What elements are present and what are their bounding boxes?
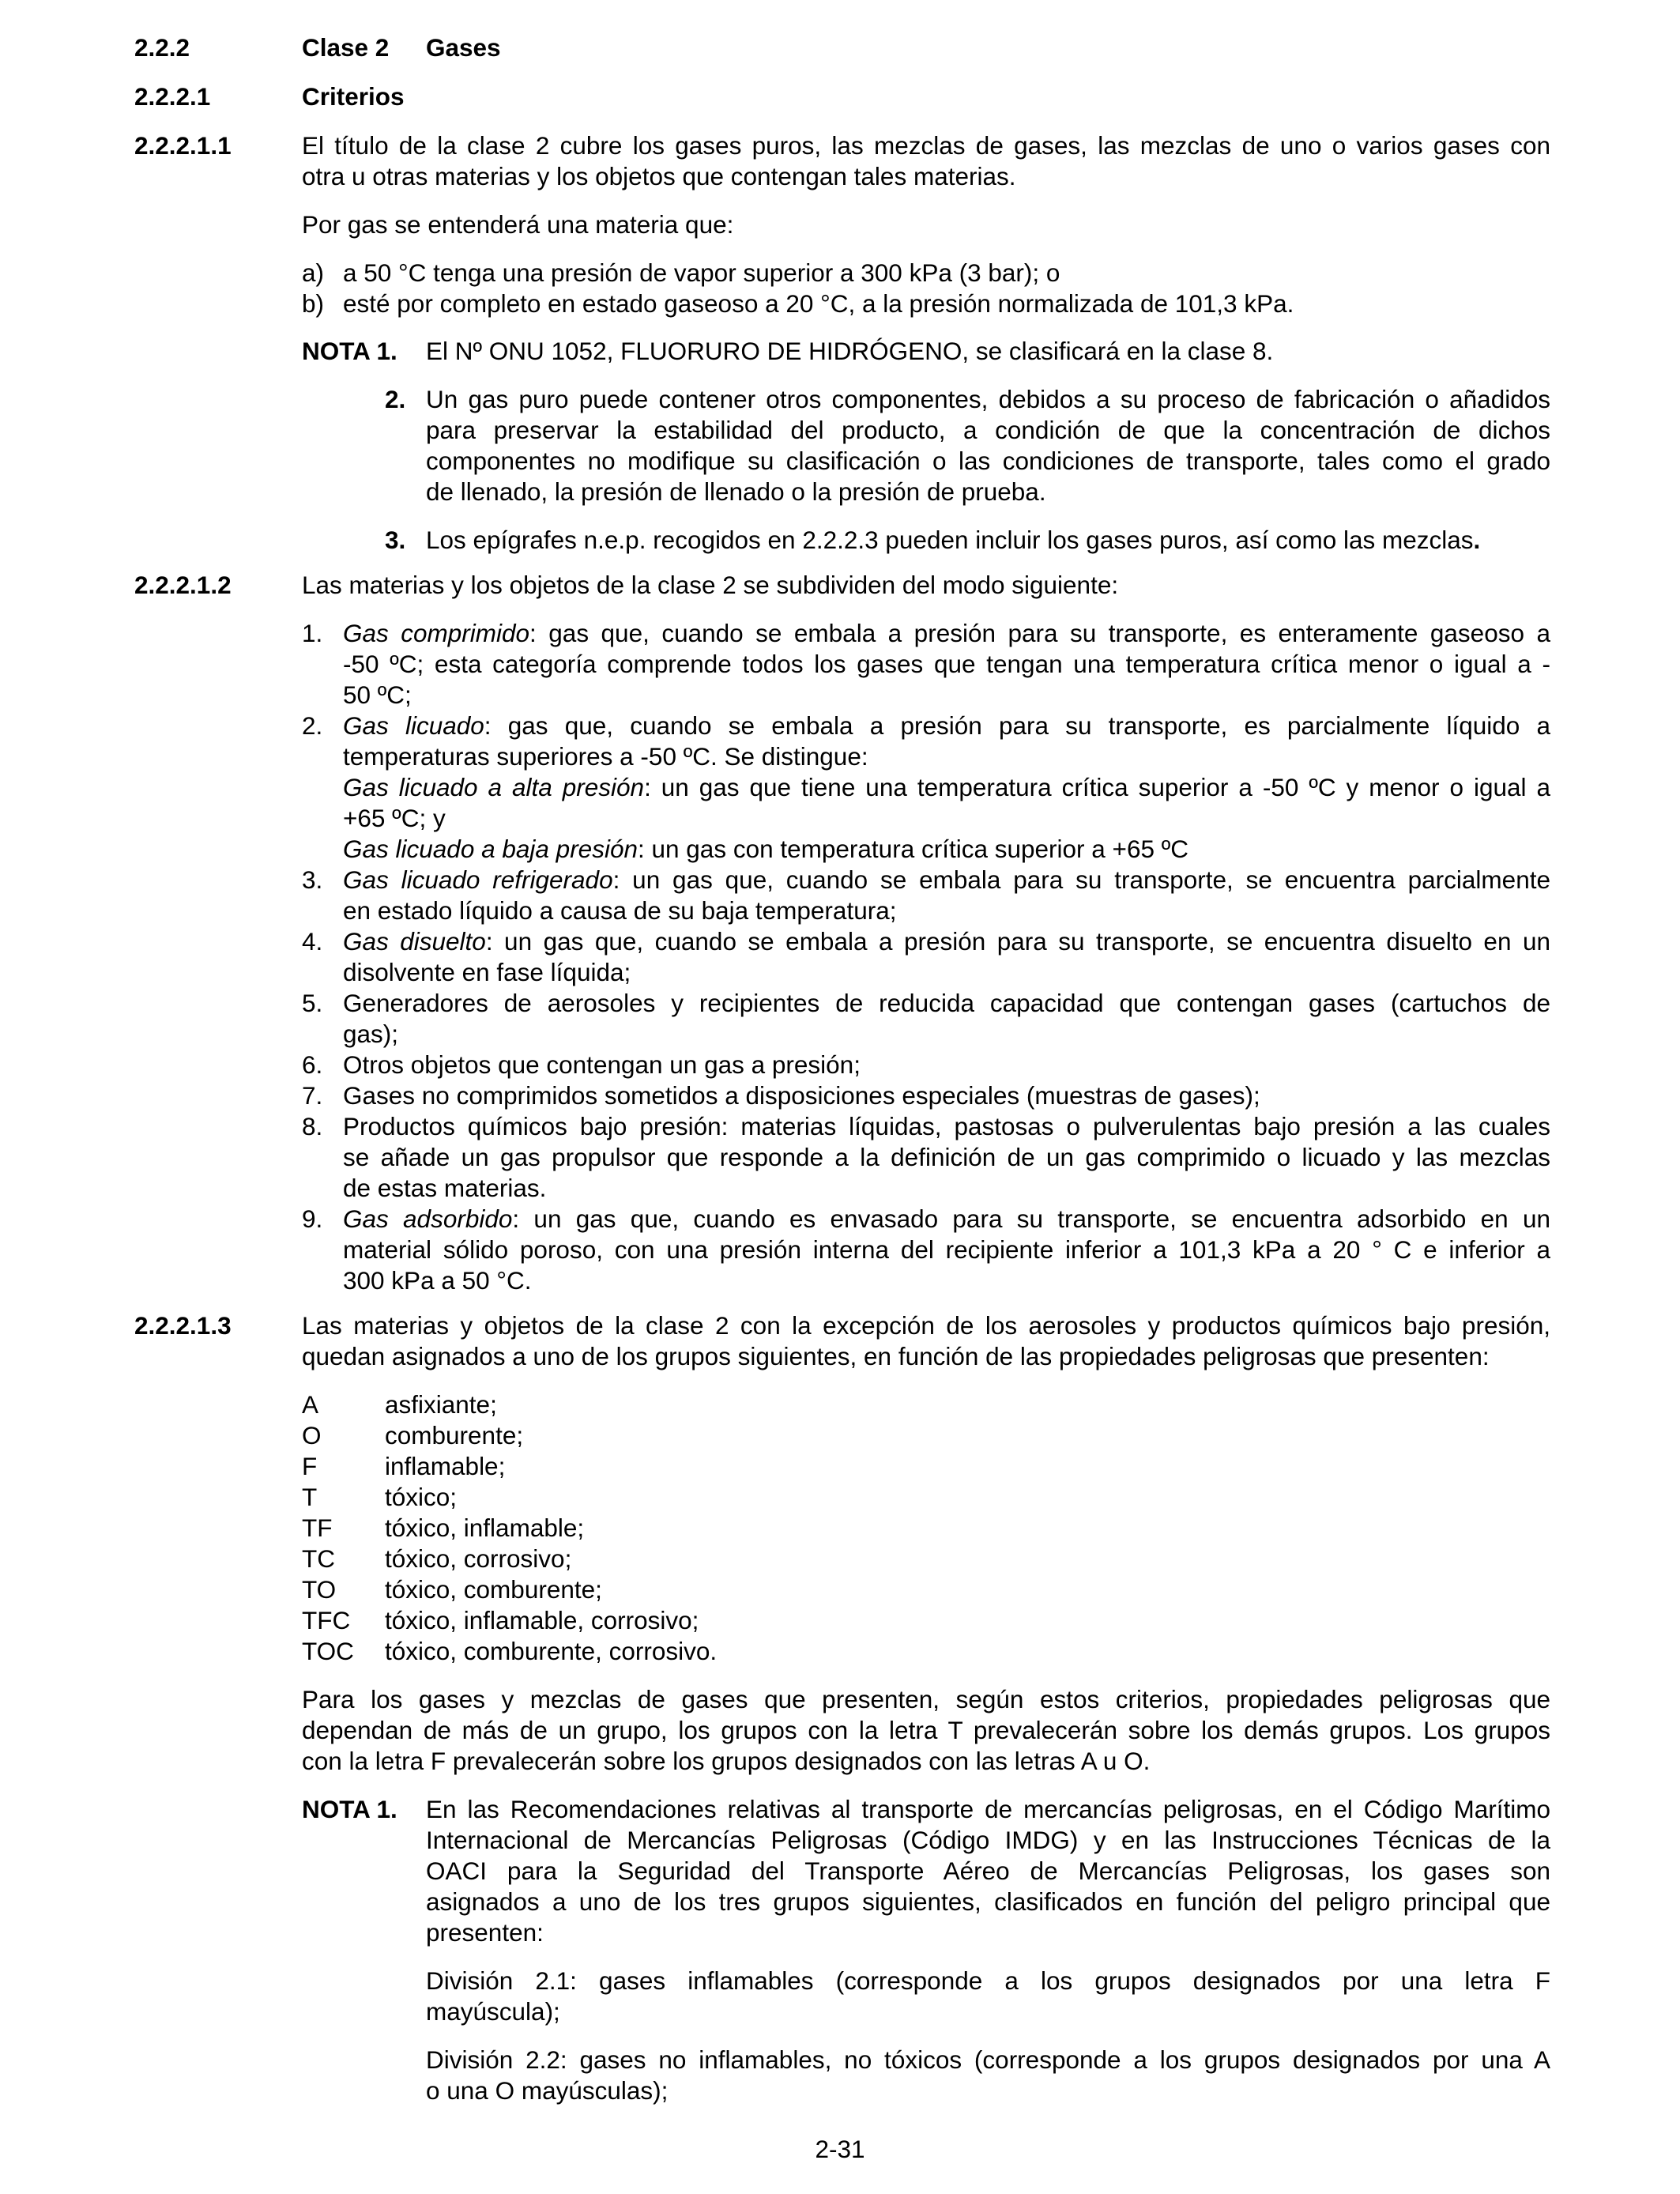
nota-number-2: 2.: [385, 385, 406, 413]
list-number-6: 6.: [302, 1050, 323, 1079]
nota-text: asignados a uno de los tres grupos siguientes, clasificados en función del peligro principal que: [426, 1887, 1550, 1916]
list-item-line: disolvente en fase líquida;: [343, 958, 631, 986]
paragraph-line: dependan de más de un grupo, los grupos con la letra T prevalecerán sobre los demás grupos. Los grupos: [302, 1716, 1550, 1744]
term: Gas comprimido: [343, 619, 530, 647]
group-desc: tóxico, inflamable, corrosivo;: [385, 1606, 699, 1634]
list-item-line: 50 ºC;: [343, 680, 412, 709]
list-item-line: Generadores de aerosoles y recipientes de reducida capacidad que contengan gases (cartuchos de: [343, 989, 1550, 1017]
section-title-criterios: Criterios: [302, 82, 405, 111]
nota-text: para preservar la estabilidad del producto, a condición de que la concentración de dichos: [426, 416, 1550, 444]
paragraph-number-2-2-2-1-3: 2.2.2.1.3: [134, 1311, 232, 1340]
list-number-8: 8.: [302, 1112, 323, 1140]
list-item-line: [343, 618, 1550, 649]
nota-text: componentes no modifique su clasificación o las condiciones de transporte, tales como el grado: [426, 447, 1550, 475]
nota-text-end: .: [1473, 526, 1481, 554]
list-item-line: +65 ºC; y: [343, 804, 446, 832]
list-number-5: 5.: [302, 989, 323, 1017]
nota-text: [426, 525, 1480, 556]
group-desc: tóxico;: [385, 1483, 458, 1511]
list-item-line: 300 kPa a 50 °C.: [343, 1266, 532, 1295]
list-item-line: [343, 865, 1550, 895]
group-desc: tóxico, inflamable;: [385, 1514, 585, 1542]
list-item-line: -50 ºC; esta categoría comprende todos los gases que tengan una temperatura crítica menor o igual a -: [343, 650, 1550, 678]
group-code: TC: [302, 1544, 335, 1573]
list-item-line: [343, 711, 1550, 741]
paragraph-number-2-2-2-1-1: 2.2.2.1.1: [134, 131, 232, 160]
term: Gas licuado refrigerado: [343, 865, 613, 894]
list-label-b: b): [302, 289, 325, 318]
definition: : gas que, cuando se embala a presión para su transporte, es parcialmente líquido a: [484, 711, 1550, 740]
paragraph-line: Las materias y los objetos de la clase 2 se subdividen del modo siguiente:: [302, 571, 1119, 599]
nota-label: NOTA 1.: [302, 1795, 397, 1823]
paragraph-number-2-2-2-1-2: 2.2.2.1.2: [134, 571, 232, 599]
list-item-line: gas);: [343, 1020, 399, 1048]
list-item-line: [343, 1204, 1550, 1235]
group-code: TFC: [302, 1606, 351, 1634]
list-number-2: 2.: [302, 711, 323, 740]
list-item-line: Productos químicos bajo presión: materias líquidas, pastosas o pulverulentas bajo presión a las cuales: [343, 1112, 1550, 1140]
term: Gas licuado: [343, 711, 484, 740]
definition: : un gas que, cuando se embala a presión para su transporte, se encuentra disuelto en un: [485, 927, 1550, 956]
group-code: TF: [302, 1514, 333, 1542]
division-text: mayúscula);: [426, 1997, 560, 2026]
section-number-2-2-2-1: 2.2.2.1: [134, 82, 211, 111]
nota-text: El Nº ONU 1052, FLUORURO DE HIDRÓGENO, se clasificará en la clase 8.: [426, 337, 1274, 365]
term: Gas licuado a baja presión: [343, 835, 638, 863]
nota-text-body: Los epígrafes n.e.p. recogidos en 2.2.2.3 pueden incluir los gases puros, así como las mezclas: [426, 526, 1474, 554]
nota-text: OACI para la Seguridad del Transporte Aéreo de Mercancías Peligrosas, los gases son: [426, 1857, 1550, 1885]
list-label-a: a): [302, 258, 325, 287]
list-number-9: 9.: [302, 1204, 323, 1233]
group-code: O: [302, 1421, 322, 1449]
nota-number-3: 3.: [385, 526, 406, 554]
group-code: TOC: [302, 1637, 354, 1665]
paragraph-line: con la letra F prevalecerán sobre los grupos designados con las letras A u O.: [302, 1747, 1151, 1775]
paragraph-line: El título de la clase 2 cubre los gases puros, las mezclas de gases, las mezclas de uno o varios gases con: [302, 131, 1550, 160]
nota-text: Un gas puro puede contener otros componentes, debidos a su proceso de fabricación o añadidos: [426, 385, 1550, 413]
group-code: T: [302, 1483, 318, 1511]
list-item-line: se añade un gas propulsor que responde a la definición de un gas comprimido o licuado y las mezclas: [343, 1143, 1550, 1171]
division-text: División 2.1: gases inflamables (corresponde a los grupos designados por una letra F: [426, 1966, 1550, 1995]
list-number-7: 7.: [302, 1081, 323, 1110]
group-desc: asfixiante;: [385, 1390, 497, 1419]
group-desc: comburente;: [385, 1421, 524, 1449]
definition: : un gas que, cuando se embala para su transporte, se encuentra parcialmente: [612, 865, 1550, 894]
list-item-line: material sólido poroso, con una presión interna del recipiente inferior a 101,3 kPa a 20 ° C e inferior a: [343, 1235, 1550, 1264]
term: Gas adsorbido: [343, 1204, 513, 1233]
list-item-line: Gases no comprimidos sometidos a disposiciones especiales (muestras de gases);: [343, 1081, 1260, 1110]
group-desc: tóxico, corrosivo;: [385, 1544, 572, 1573]
section-title-gases: Gases: [426, 33, 501, 62]
list-item-b: esté por completo en estado gaseoso a 20 °C, a la presión normalizada de 101,3 kPa.: [343, 289, 1294, 318]
definition: : un gas con temperatura crítica superior a +65 ºC: [638, 835, 1188, 863]
list-number-4: 4.: [302, 927, 323, 956]
group-code: F: [302, 1452, 318, 1480]
page-number: 2-31: [815, 2135, 865, 2163]
nota-text: presenten:: [426, 1918, 544, 1947]
group-desc: tóxico, comburente, corrosivo.: [385, 1637, 718, 1665]
division-text: o una O mayúsculas);: [426, 2076, 669, 2105]
group-desc: inflamable;: [385, 1452, 506, 1480]
group-desc: tóxico, comburente;: [385, 1575, 602, 1604]
definition: : un gas que, cuando es envasado para su transporte, se encuentra adsorbido en un: [512, 1204, 1551, 1233]
nota-text: En las Recomendaciones relativas al transporte de mercancías peligrosas, en el Código Marítimo: [426, 1795, 1550, 1823]
section-title-clase-2: Clase 2: [302, 33, 390, 62]
term: Gas disuelto: [343, 927, 486, 956]
list-item-line: temperaturas superiores a -50 ºC. Se distingue:: [343, 742, 868, 771]
list-item-line: de estas materias.: [343, 1174, 547, 1202]
paragraph-line: quedan asignados a uno de los grupos siguientes, en función de las propiedades peligrosas que presenten:: [302, 1342, 1490, 1370]
nota-text: de llenado, la presión de llenado o la presión de prueba.: [426, 477, 1046, 506]
list-number-3: 3.: [302, 865, 323, 894]
nota-label: NOTA 1.: [302, 337, 397, 365]
list-item-a: a 50 °C tenga una presión de vapor superior a 300 kPa (3 bar); o: [343, 258, 1060, 287]
group-code: TO: [302, 1575, 337, 1604]
section-number-2-2-2: 2.2.2: [134, 33, 190, 62]
group-code: A: [302, 1390, 319, 1419]
definition: : gas que, cuando se embala a presión para su transporte, es enteramente gaseoso a: [529, 619, 1550, 647]
definition: : un gas que tiene una temperatura crítica superior a -50 ºC y menor o igual a: [644, 773, 1550, 801]
division-text: División 2.2: gases no inflamables, no tóxicos (corresponde a los grupos designados por una A: [426, 2045, 1550, 2074]
list-number-1: 1.: [302, 619, 323, 647]
nota-text: Internacional de Mercancías Peligrosas (Código IMDG) y en las Instrucciones Técnicas de la: [426, 1826, 1550, 1854]
paragraph-line: Por gas se entenderá una materia que:: [302, 210, 734, 239]
list-item-line: [343, 772, 1550, 803]
paragraph-line: otra u otras materias y los objetos que contengan tales materias.: [302, 162, 1016, 190]
list-item-line: Otros objetos que contengan un gas a presión;: [343, 1050, 861, 1079]
list-item-line: en estado líquido a causa de su baja temperatura;: [343, 896, 897, 925]
list-item-line: [343, 926, 1550, 957]
list-item-line: [343, 834, 1188, 865]
paragraph-line: Para los gases y mezclas de gases que presenten, según estos criterios, propiedades peligrosas que: [302, 1685, 1550, 1713]
term: Gas licuado a alta presión: [343, 773, 645, 801]
paragraph-line: Las materias y objetos de la clase 2 con la excepción de los aerosoles y productos químicos bajo presión,: [302, 1311, 1550, 1340]
